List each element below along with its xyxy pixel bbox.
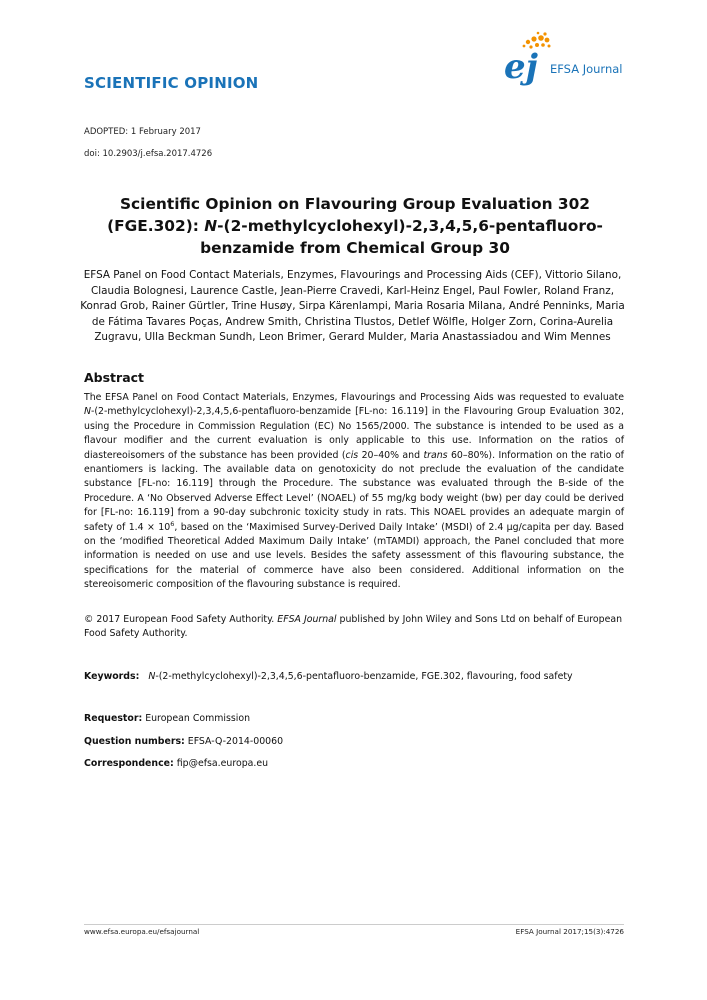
abstract-t1-italic: N: [84, 406, 92, 418]
footer-citation: EFSA Journal 2017;15(3):4726: [515, 927, 624, 936]
question-numbers-value: EFSA-Q-2014-00060: [187, 736, 284, 747]
correspondence-email[interactable]: fip@efsa.europa.eu: [176, 758, 269, 769]
title-part1: Scientific Opinion on Flavouring Group Evaluation 302 (FGE.302):: [107, 195, 591, 235]
copyright-c2: published by John Wiley and Sons Ltd on behalf of European Food Safety Authority.: [84, 614, 623, 640]
footer-divider: [84, 924, 624, 925]
title-part3: -(2-methylcyclohexyl)-2,3,4,5,6-pentafluoro-benzamide from Chemical Group 30: [200, 217, 603, 257]
journal-name: EFSA Journal: [550, 62, 623, 76]
abstract-t1: The EFSA Panel on Food Contact Materials, Enzymes, Flavourings and Processing Aids was requested to evaluate: [84, 392, 624, 403]
logo-mark-icon: [498, 30, 628, 90]
adopted-date: ADOPTED: 1 February 2017: [84, 127, 201, 137]
abstract-trans: trans: [423, 449, 448, 461]
section-label: SCIENTIFIC OPINION: [84, 74, 259, 92]
copyright-journal: EFSA Journal: [277, 614, 337, 625]
abstract-cis: cis: [345, 449, 359, 461]
abstract-t4: 60–80%). Information on the ratio of enantiomers is lacking. The available data on genotoxicity do not preclude the evaluation of the candidate substance [FL-no: 16.119] through the Procedure. The substance was evaluated through the B-side of the Procedure. A ‘No Observed Adverse Effect Level’ (NOAEL) of 55 mg/kg body weight (bw) per day could be derived for [FL-no: 16.119] from a 90-day subchronic toxicity study in rats. This NOAEL provides an adequate margin of safety of 1.4 × 10: [84, 449, 624, 533]
keywords-list: -(2-methylcyclohexyl)-2,3,4,5,6-pentafluoro-benzamide, FGE.302, flavouring, food safety: [155, 671, 573, 682]
abstract-body: [84, 391, 624, 593]
efsa-journal-logo: [498, 30, 628, 90]
logo-letters: ej: [504, 47, 538, 87]
abstract-t5: , based on the ‘Maximised Survey-Derived Daily Intake’ (MSDI) of 2.4 µg/capita per day. Based on the ‘modified Theoretical Added Maximum Daily Intake’ (mTAMDI) approach, the Panel concluded that more information is needed on use and use levels. Besides the safety assessment of this flavouring substance, the specifications for the material of commerce have also been considered. Additional information on the stereoisomeric composition of the flavouring substance is required.: [84, 521, 625, 591]
keywords: [84, 670, 644, 684]
copyright-notice: [84, 613, 624, 642]
author-list: EFSA Panel on Food Contact Materials, Enzymes, Flavourings and Processing Aids (CEF), Vittorio Silano, Claudia Bolognesi, Laurence Castle, Jean-Pierre Cravedi, Karl-Heinz Engel, Paul Fowler, Roland Franz, Konrad Grob, Rainer Gürtler, Trine Husøy, Sirpa Kärenlampi, Maria Rosaria Milana, André Penninks, Maria de Fátima Tavares Poças, Andrew Smith, Christina Tlustos, Detlef Wölfle, Holger Zorn, Corina-Aurelia Zugravu, Ulla Beckman Sundh, Leon Brimer, Gerard Mulder, Maria Anastassiadou and Wim Mennes: [80, 269, 625, 344]
page-title: [90, 193, 620, 259]
question-numbers-label: Question numbers:: [84, 736, 185, 747]
requestor-value: European Commission: [145, 713, 251, 724]
footer-url[interactable]: www.efsa.europa.eu/efsajournal: [84, 927, 200, 936]
abstract-t3: 20–40% and: [358, 449, 424, 461]
requestor: [84, 713, 250, 724]
abstract-exponent: 6: [170, 519, 175, 528]
keywords-italic: N: [148, 671, 156, 682]
question-numbers: [84, 736, 283, 747]
copyright-c1: © 2017 European Food Safety Authority.: [84, 614, 278, 625]
abstract-heading: Abstract: [84, 370, 145, 385]
requestor-label: Requestor:: [84, 713, 143, 724]
correspondence: [84, 758, 268, 769]
doi: doi: 10.2903/j.efsa.2017.4726: [84, 149, 213, 159]
correspondence-label: Correspondence:: [84, 758, 174, 769]
title-italic: N: [204, 217, 218, 235]
abstract-t2: -(2-methylcyclohexyl)-2,3,4,5,6-pentafluoro-benzamide [FL-no: 16.119] in the Flavouring Group Evaluation 302, using the Procedure in Commission Regulation (EC) No 1565/2000. The substance is intended to be used as a flavour modifier and the current evaluation is only applicable to this use. Information on the ratios of diastereoisomers of the substance has been provided (: [84, 406, 624, 461]
keywords-label: Keywords:: [84, 671, 140, 682]
